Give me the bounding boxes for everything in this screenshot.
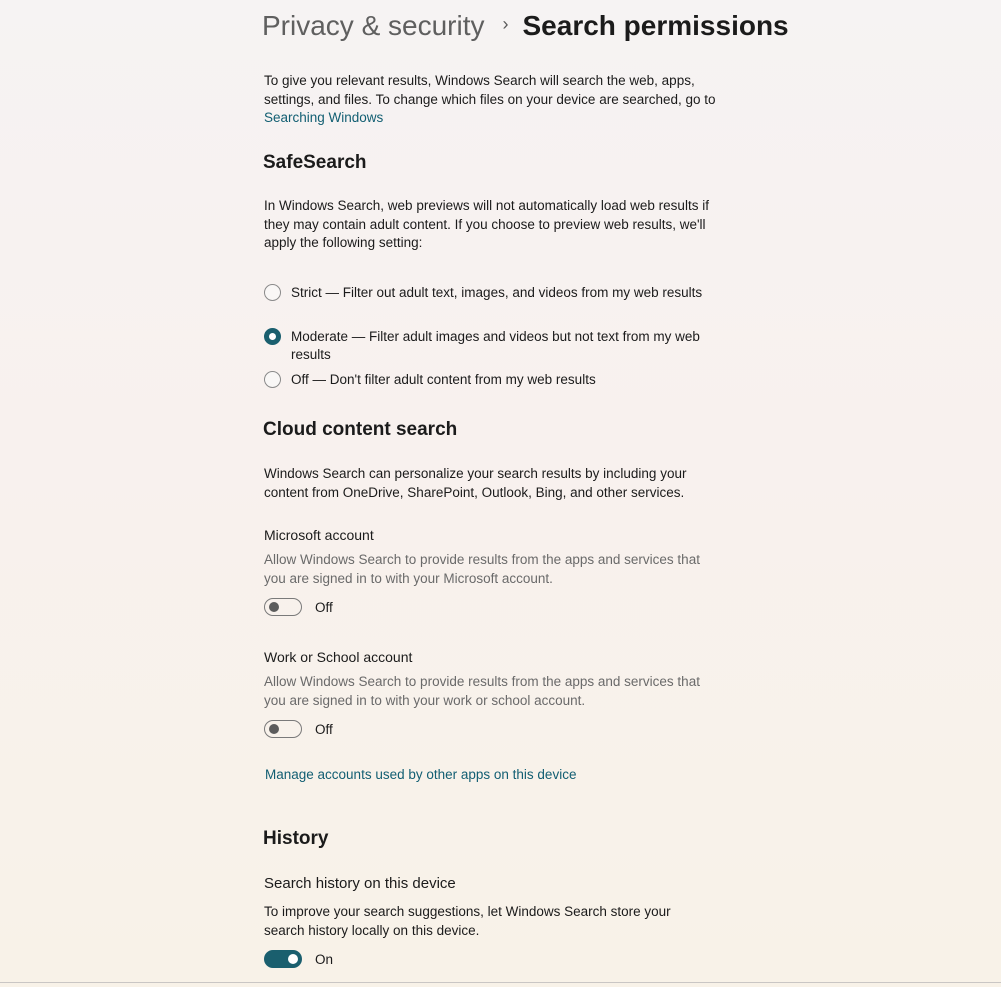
work-school-account-toggle-row	[264, 720, 333, 738]
microsoft-account-description: Allow Windows Search to provide results from the apps and services that you are signed in to with your Microsoft account.	[264, 552, 700, 586]
page-title: Search permissions	[522, 10, 789, 41]
safesearch-option-off[interactable]	[264, 371, 724, 389]
work-school-account-toggle-state: Off	[315, 721, 333, 737]
intro-text-body: To give you relevant results, Windows Search will search the web, apps, settings, and files. To change which files on your device are searched, go to	[264, 73, 716, 107]
breadcrumb-parent-privacy-security[interactable]: Privacy & security	[262, 10, 485, 41]
work-school-account-toggle[interactable]	[264, 720, 302, 738]
off-radio[interactable]	[264, 371, 281, 388]
work-school-account-title: Work or School account	[264, 649, 413, 665]
microsoft-account-toggle-state: Off	[315, 599, 333, 615]
window-bottom-border	[0, 982, 1001, 983]
manage-accounts-link[interactable]: Manage accounts used by other apps on this device	[265, 767, 577, 782]
microsoft-account-title: Microsoft account	[264, 527, 374, 543]
cloud-content-description: Windows Search can personalize your search results by including your content from OneDrive, SharePoint, Outlook, Bing, and other services.	[264, 466, 687, 500]
microsoft-account-toggle[interactable]	[264, 598, 302, 616]
work-school-account-description: Allow Windows Search to provide results from the apps and services that you are signed in to with your work or school account.	[264, 674, 700, 708]
breadcrumb	[262, 10, 789, 42]
strict-radio[interactable]	[264, 284, 281, 301]
microsoft-account-toggle-row	[264, 598, 333, 616]
history-heading: History	[263, 828, 329, 849]
off-label: Off — Don't filter adult content from my web results	[291, 372, 596, 387]
strict-label: Strict — Filter out adult text, images, and videos from my web results	[291, 285, 703, 300]
intro-text	[264, 72, 724, 128]
safesearch-option-strict[interactable]	[264, 284, 724, 302]
safesearch-description: In Windows Search, web previews will not automatically load web results if they may contain adult content. If you choose to preview web results, we'll apply the following setting:	[264, 198, 709, 250]
search-history-toggle-state: On	[315, 951, 334, 967]
moderate-radio[interactable]	[264, 328, 281, 345]
safesearch-option-moderate[interactable]	[264, 328, 724, 364]
toggle-knob	[269, 602, 279, 612]
moderate-label: Moderate — Filter adult images and videos but not text from my web results	[291, 329, 700, 362]
search-history-title: Search history on this device	[264, 875, 456, 892]
chevron-right-icon: ›	[502, 13, 509, 34]
search-history-toggle[interactable]	[264, 950, 302, 968]
toggle-knob	[288, 954, 298, 964]
search-history-description: To improve your search suggestions, let Windows Search store your search history locally on this device.	[264, 904, 671, 938]
cloud-content-search-heading: Cloud content search	[263, 419, 458, 440]
searching-windows-link[interactable]: Searching Windows	[264, 110, 384, 125]
toggle-knob	[269, 724, 279, 734]
search-history-toggle-row	[264, 950, 333, 968]
safesearch-heading: SafeSearch	[263, 152, 367, 173]
